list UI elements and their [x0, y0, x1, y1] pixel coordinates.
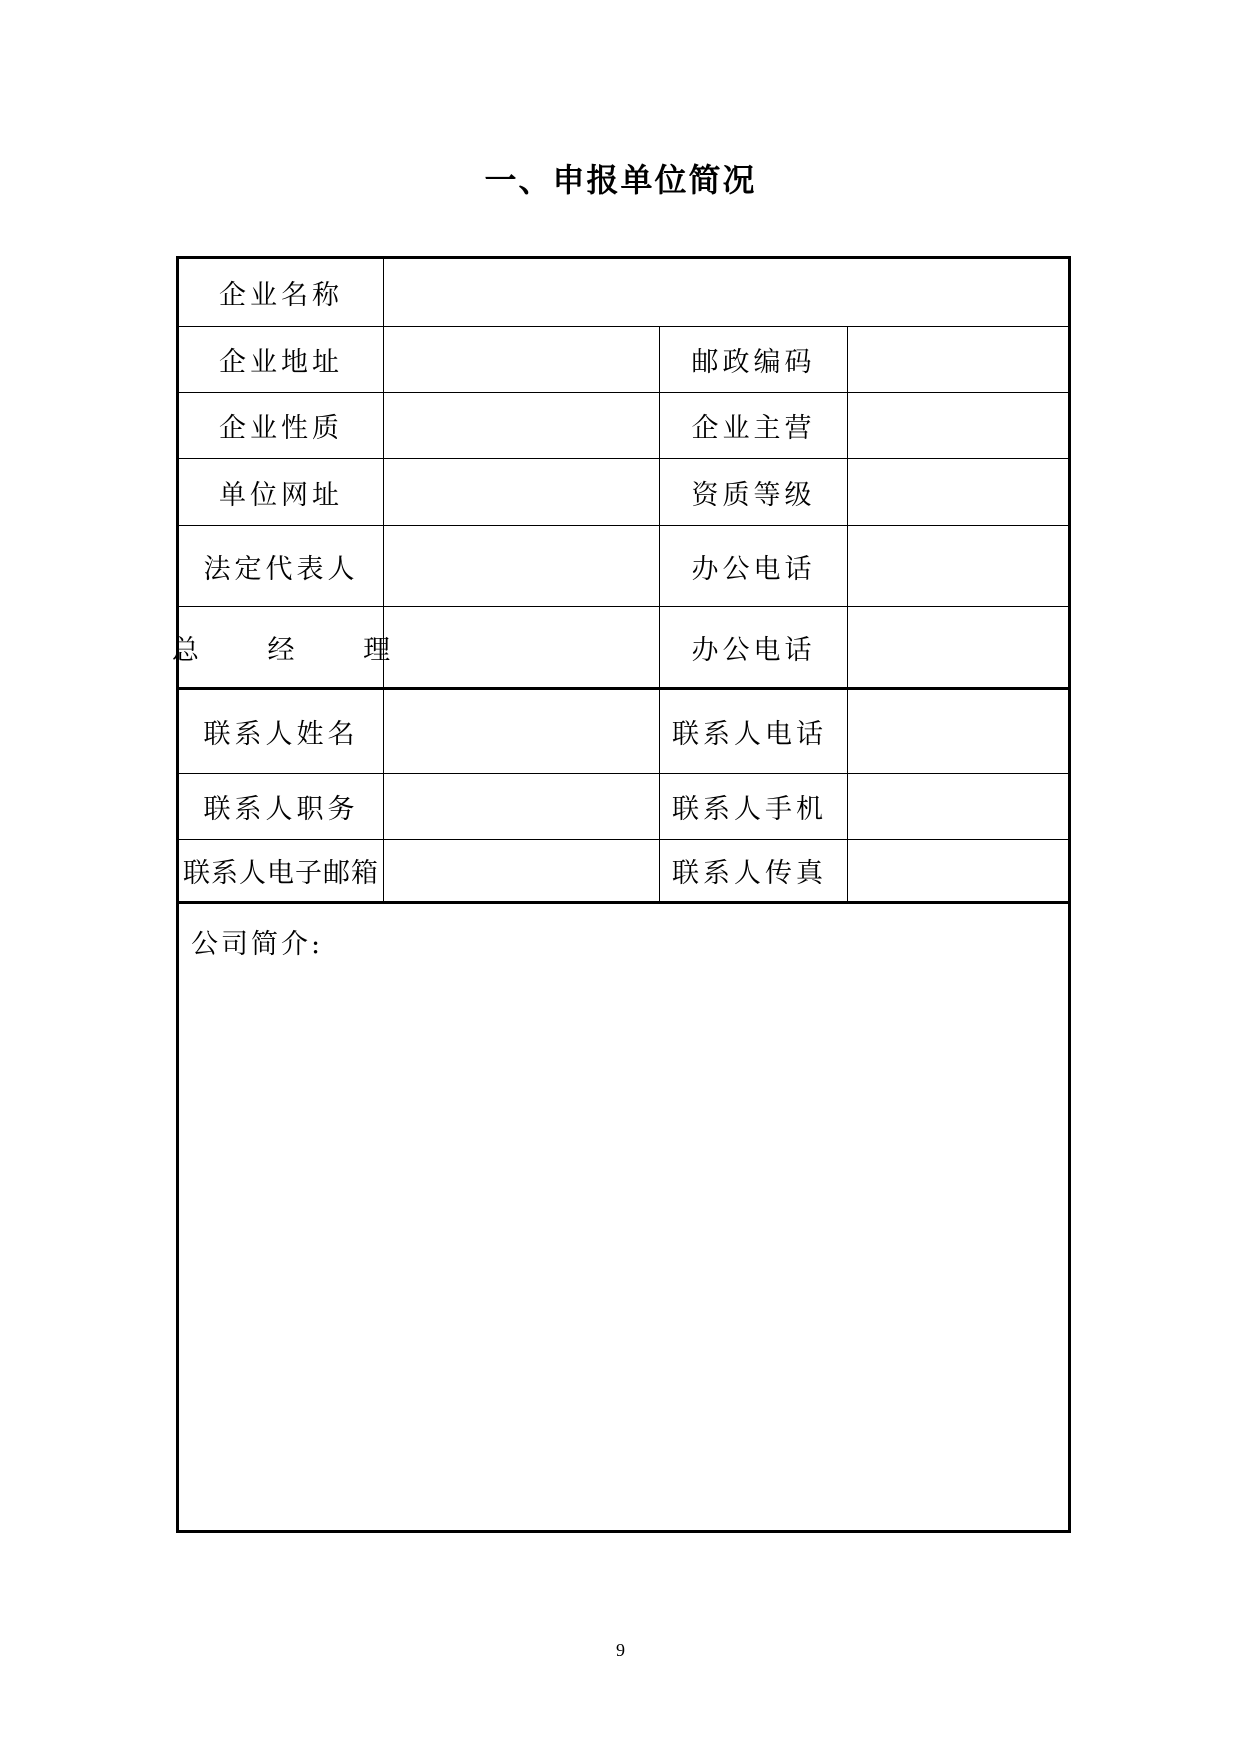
company-address-label: 企业地址	[179, 327, 384, 393]
contact-name-label: 联系人姓名	[179, 690, 384, 774]
postal-code-field[interactable]	[848, 327, 1068, 393]
qualification-level-field[interactable]	[848, 459, 1068, 526]
company-intro-area[interactable]	[179, 904, 1068, 1530]
company-address-field[interactable]	[384, 327, 660, 393]
postal-code-label: 邮政编码	[660, 327, 848, 393]
office-phone-label-2: 办公电话	[660, 607, 848, 690]
qualification-level-label: 资质等级	[660, 459, 848, 526]
website-field[interactable]	[384, 459, 660, 526]
contact-position-label: 联系人职务	[179, 774, 384, 840]
contact-email-field[interactable]	[384, 840, 660, 904]
contact-phone-label: 联系人电话	[660, 690, 848, 774]
general-manager-field[interactable]	[384, 607, 660, 690]
company-nature-field[interactable]	[384, 393, 660, 459]
contact-email-label: 联系人电子邮箱	[179, 840, 384, 904]
application-form-table	[171, 256, 1071, 1533]
company-intro-label: 公司简介:	[191, 929, 324, 960]
legal-representative-field[interactable]	[384, 526, 660, 607]
contact-mobile-field[interactable]	[848, 774, 1068, 840]
company-name-field[interactable]	[384, 259, 1068, 327]
office-phone-field-1[interactable]	[848, 526, 1068, 607]
contact-fax-label: 联系人传真	[660, 840, 848, 904]
contact-fax-field[interactable]	[848, 840, 1068, 904]
office-phone-field-2[interactable]	[848, 607, 1068, 690]
general-manager-label: 总 经 理	[179, 607, 384, 690]
page-number: 9	[616, 1640, 625, 1660]
company-business-label: 企业主营	[660, 393, 848, 459]
legal-representative-label: 法定代表人	[179, 526, 384, 607]
office-phone-label-1: 办公电话	[660, 526, 848, 607]
website-label: 单位网址	[179, 459, 384, 526]
page-title: 一、申报单位简况	[484, 161, 757, 199]
contact-mobile-label: 联系人手机	[660, 774, 848, 840]
company-name-label: 企业名称	[179, 259, 384, 327]
company-nature-label: 企业性质	[179, 393, 384, 459]
contact-name-field[interactable]	[384, 690, 660, 774]
company-business-field[interactable]	[848, 393, 1068, 459]
contact-phone-field[interactable]	[848, 690, 1068, 774]
contact-position-field[interactable]	[384, 774, 660, 840]
